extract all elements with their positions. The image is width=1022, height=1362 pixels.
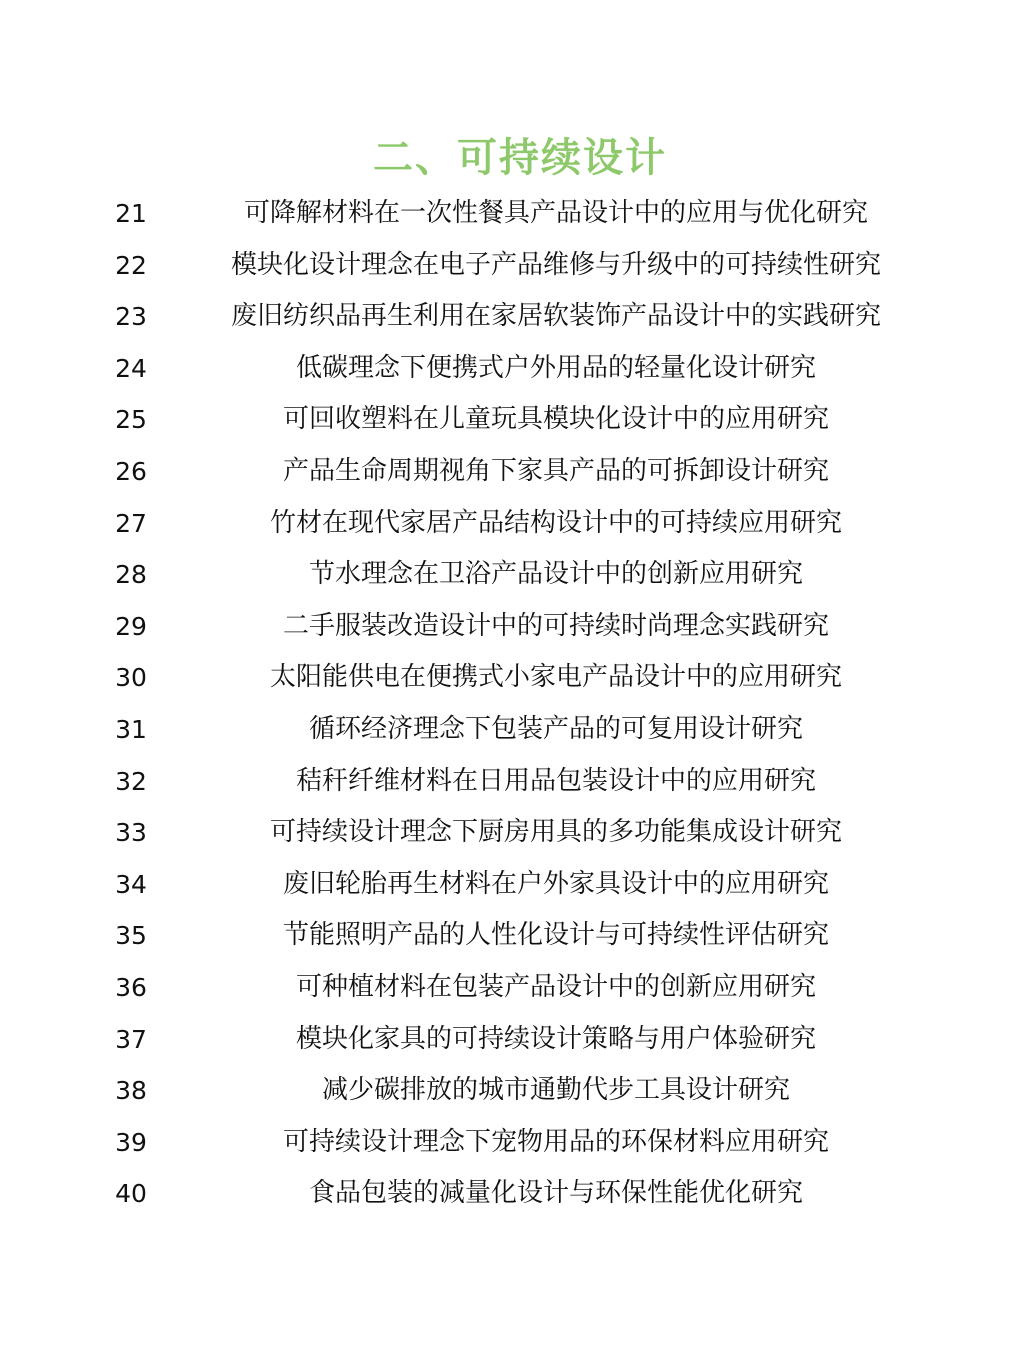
topic-row	[0, 1168, 1022, 1220]
topic-title: 二手服装改造设计中的可持续时尚理念实践研究	[282, 610, 829, 641]
topic-title: 秸秆纤维材料在日用品包装设计中的应用研究	[295, 765, 816, 796]
topic-title: 循环经济理念下包装产品的可复用设计研究	[308, 713, 803, 744]
topic-row	[0, 859, 1022, 911]
topic-row	[0, 1014, 1022, 1066]
topic-title: 可回收塑料在儿童玩具模块化设计中的应用研究	[282, 404, 829, 435]
topic-number: 23	[115, 302, 147, 332]
topic-number: 40	[115, 1179, 147, 1209]
topic-row	[0, 343, 1022, 395]
topic-row	[0, 652, 1022, 704]
topic-row	[0, 704, 1022, 756]
topic-number: 29	[115, 611, 147, 641]
topic-row	[0, 498, 1022, 550]
topic-row	[0, 291, 1022, 343]
topic-title: 产品生命周期视角下家具产品的可拆卸设计研究	[282, 455, 829, 486]
topic-row	[0, 240, 1022, 292]
topic-number: 25	[115, 405, 147, 435]
topic-title: 可持续设计理念下厨房用具的多功能集成设计研究	[269, 817, 842, 848]
topic-title: 废旧轮胎再生材料在户外家具设计中的应用研究	[282, 868, 829, 899]
topic-row	[0, 910, 1022, 962]
topic-title: 节能照明产品的人性化设计与可持续性评估研究	[282, 920, 829, 951]
topic-title: 竹材在现代家居产品结构设计中的可持续应用研究	[269, 507, 842, 538]
topic-number: 38	[115, 1076, 147, 1106]
topic-number: 32	[115, 766, 147, 796]
topic-number: 22	[115, 250, 147, 280]
topic-title: 可降解材料在一次性餐具产品设计中的应用与优化研究	[243, 198, 868, 228]
topic-row	[0, 1117, 1022, 1169]
topic-title: 废旧纺织品再生利用在家居软装饰产品设计中的实践研究	[230, 301, 881, 332]
topic-row	[0, 962, 1022, 1014]
topic-title: 模块化家具的可持续设计策略与用户体验研究	[295, 1023, 816, 1054]
topic-title: 模块化设计理念在电子产品维修与升级中的可持续性研究	[230, 249, 881, 280]
topic-number: 34	[115, 869, 147, 899]
topic-number: 33	[115, 818, 147, 848]
topic-row	[0, 188, 1022, 240]
topic-title: 可种植材料在包装产品设计中的创新应用研究	[295, 971, 816, 1002]
topic-row	[0, 446, 1022, 498]
topic-title: 低碳理念下便携式户外用品的轻量化设计研究	[295, 352, 816, 383]
topic-number: 30	[115, 663, 147, 693]
section-title: 二、可持续设计	[373, 135, 667, 181]
topic-number: 21	[115, 199, 147, 228]
topic-number: 39	[115, 1127, 147, 1157]
topic-title: 减少碳排放的城市通勤代步工具设计研究	[321, 1075, 790, 1106]
topic-row	[0, 756, 1022, 808]
topic-row	[0, 394, 1022, 446]
topic-row	[0, 549, 1022, 601]
topic-title: 节水理念在卫浴产品设计中的创新应用研究	[308, 559, 803, 590]
topic-number: 27	[115, 508, 147, 538]
topic-number: 31	[115, 714, 147, 744]
topic-row	[0, 1065, 1022, 1117]
topic-number: 37	[115, 1024, 147, 1054]
topic-row	[0, 601, 1022, 653]
topic-list	[0, 188, 1022, 1220]
topic-number: 36	[115, 972, 147, 1002]
topic-title: 可持续设计理念下宠物用品的环保材料应用研究	[282, 1126, 829, 1157]
topic-number: 26	[115, 456, 147, 486]
topic-number: 24	[115, 353, 147, 383]
topic-title: 太阳能供电在便携式小家电产品设计中的应用研究	[269, 662, 842, 693]
topic-number: 28	[115, 560, 147, 590]
topic-number: 35	[115, 921, 147, 951]
topic-row	[0, 807, 1022, 859]
topic-title: 食品包装的减量化设计与环保性能优化研究	[308, 1178, 803, 1209]
